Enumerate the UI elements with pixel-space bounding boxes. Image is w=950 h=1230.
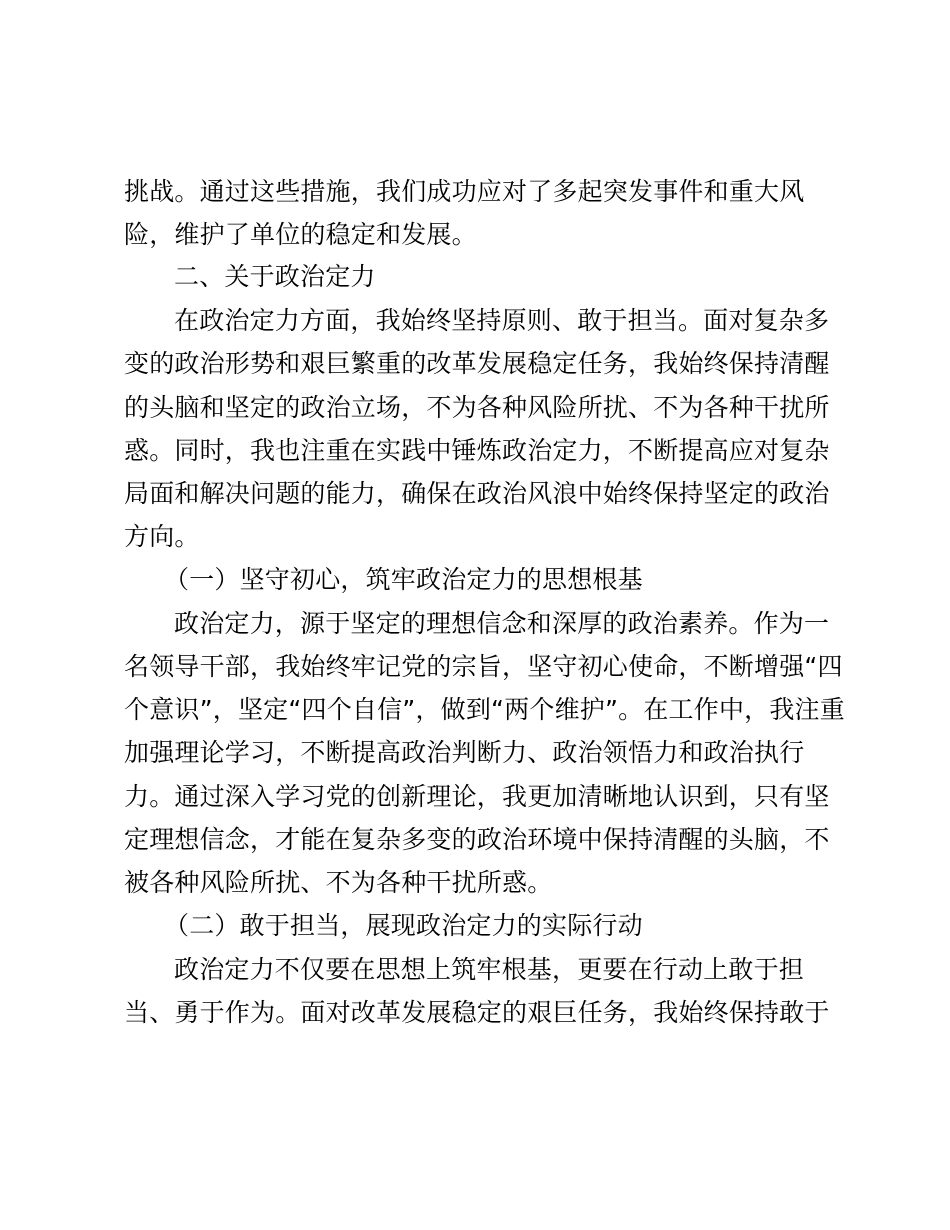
text-line: 的头脑和坚定的政治立场，不为各种风险所扰、不为各种干扰所	[124, 393, 830, 422]
text-line: 惑。同时，我也注重在实践中锤炼政治定力，不断提高应对复杂	[124, 436, 830, 465]
text-line: 变的政治形势和艰巨繁重的改革发展稳定任务，我始终保持清醒	[124, 349, 830, 378]
section-heading: 二、关于政治定力	[174, 262, 376, 291]
text-line: 政治定力不仅要在思想上筑牢根基，更要在行动上敢于担	[174, 955, 805, 984]
text-line: 当、勇于作为。面对改革发展稳定的艰巨任务，我始终保持敢于	[124, 998, 830, 1027]
text-line: 险，维护了单位的稳定和发展。	[124, 220, 477, 249]
text-line: 方向。	[124, 522, 200, 551]
subsection-heading: （一）坚守初心，筑牢政治定力的思想根基	[164, 565, 643, 594]
text-line: 定理想信念，才能在复杂多变的政治环境中保持清醒的头脑，不	[124, 825, 830, 854]
text-line: 政治定力，源于坚定的理想信念和深厚的政治素养。作为一	[174, 609, 830, 638]
text-line: 名领导干部，我始终牢记党的宗旨，坚守初心使命，不断增强“四	[124, 652, 843, 681]
text-line: 在政治定力方面，我始终坚持原则、敢于担当。面对复杂多	[174, 306, 830, 335]
text-line: 加强理论学习，不断提高政治判断力、政治领悟力和政治执行	[124, 738, 805, 767]
text-line: 个意识”，坚定“四个自信”，做到“两个维护”。在工作中，我注重	[124, 695, 845, 724]
text-line: 力。通过深入学习党的创新理论，我更加清晰地认识到，只有坚	[124, 782, 830, 811]
text-line: 挑战。通过这些措施，我们成功应对了多起突发事件和重大风	[124, 177, 805, 206]
text-line: 被各种风险所扰、不为各种干扰所惑。	[124, 868, 553, 897]
subsection-heading: （二）敢于担当，展现政治定力的实际行动	[164, 911, 643, 940]
text-line: 局面和解决问题的能力，确保在政治风浪中始终保持坚定的政治	[124, 479, 830, 508]
